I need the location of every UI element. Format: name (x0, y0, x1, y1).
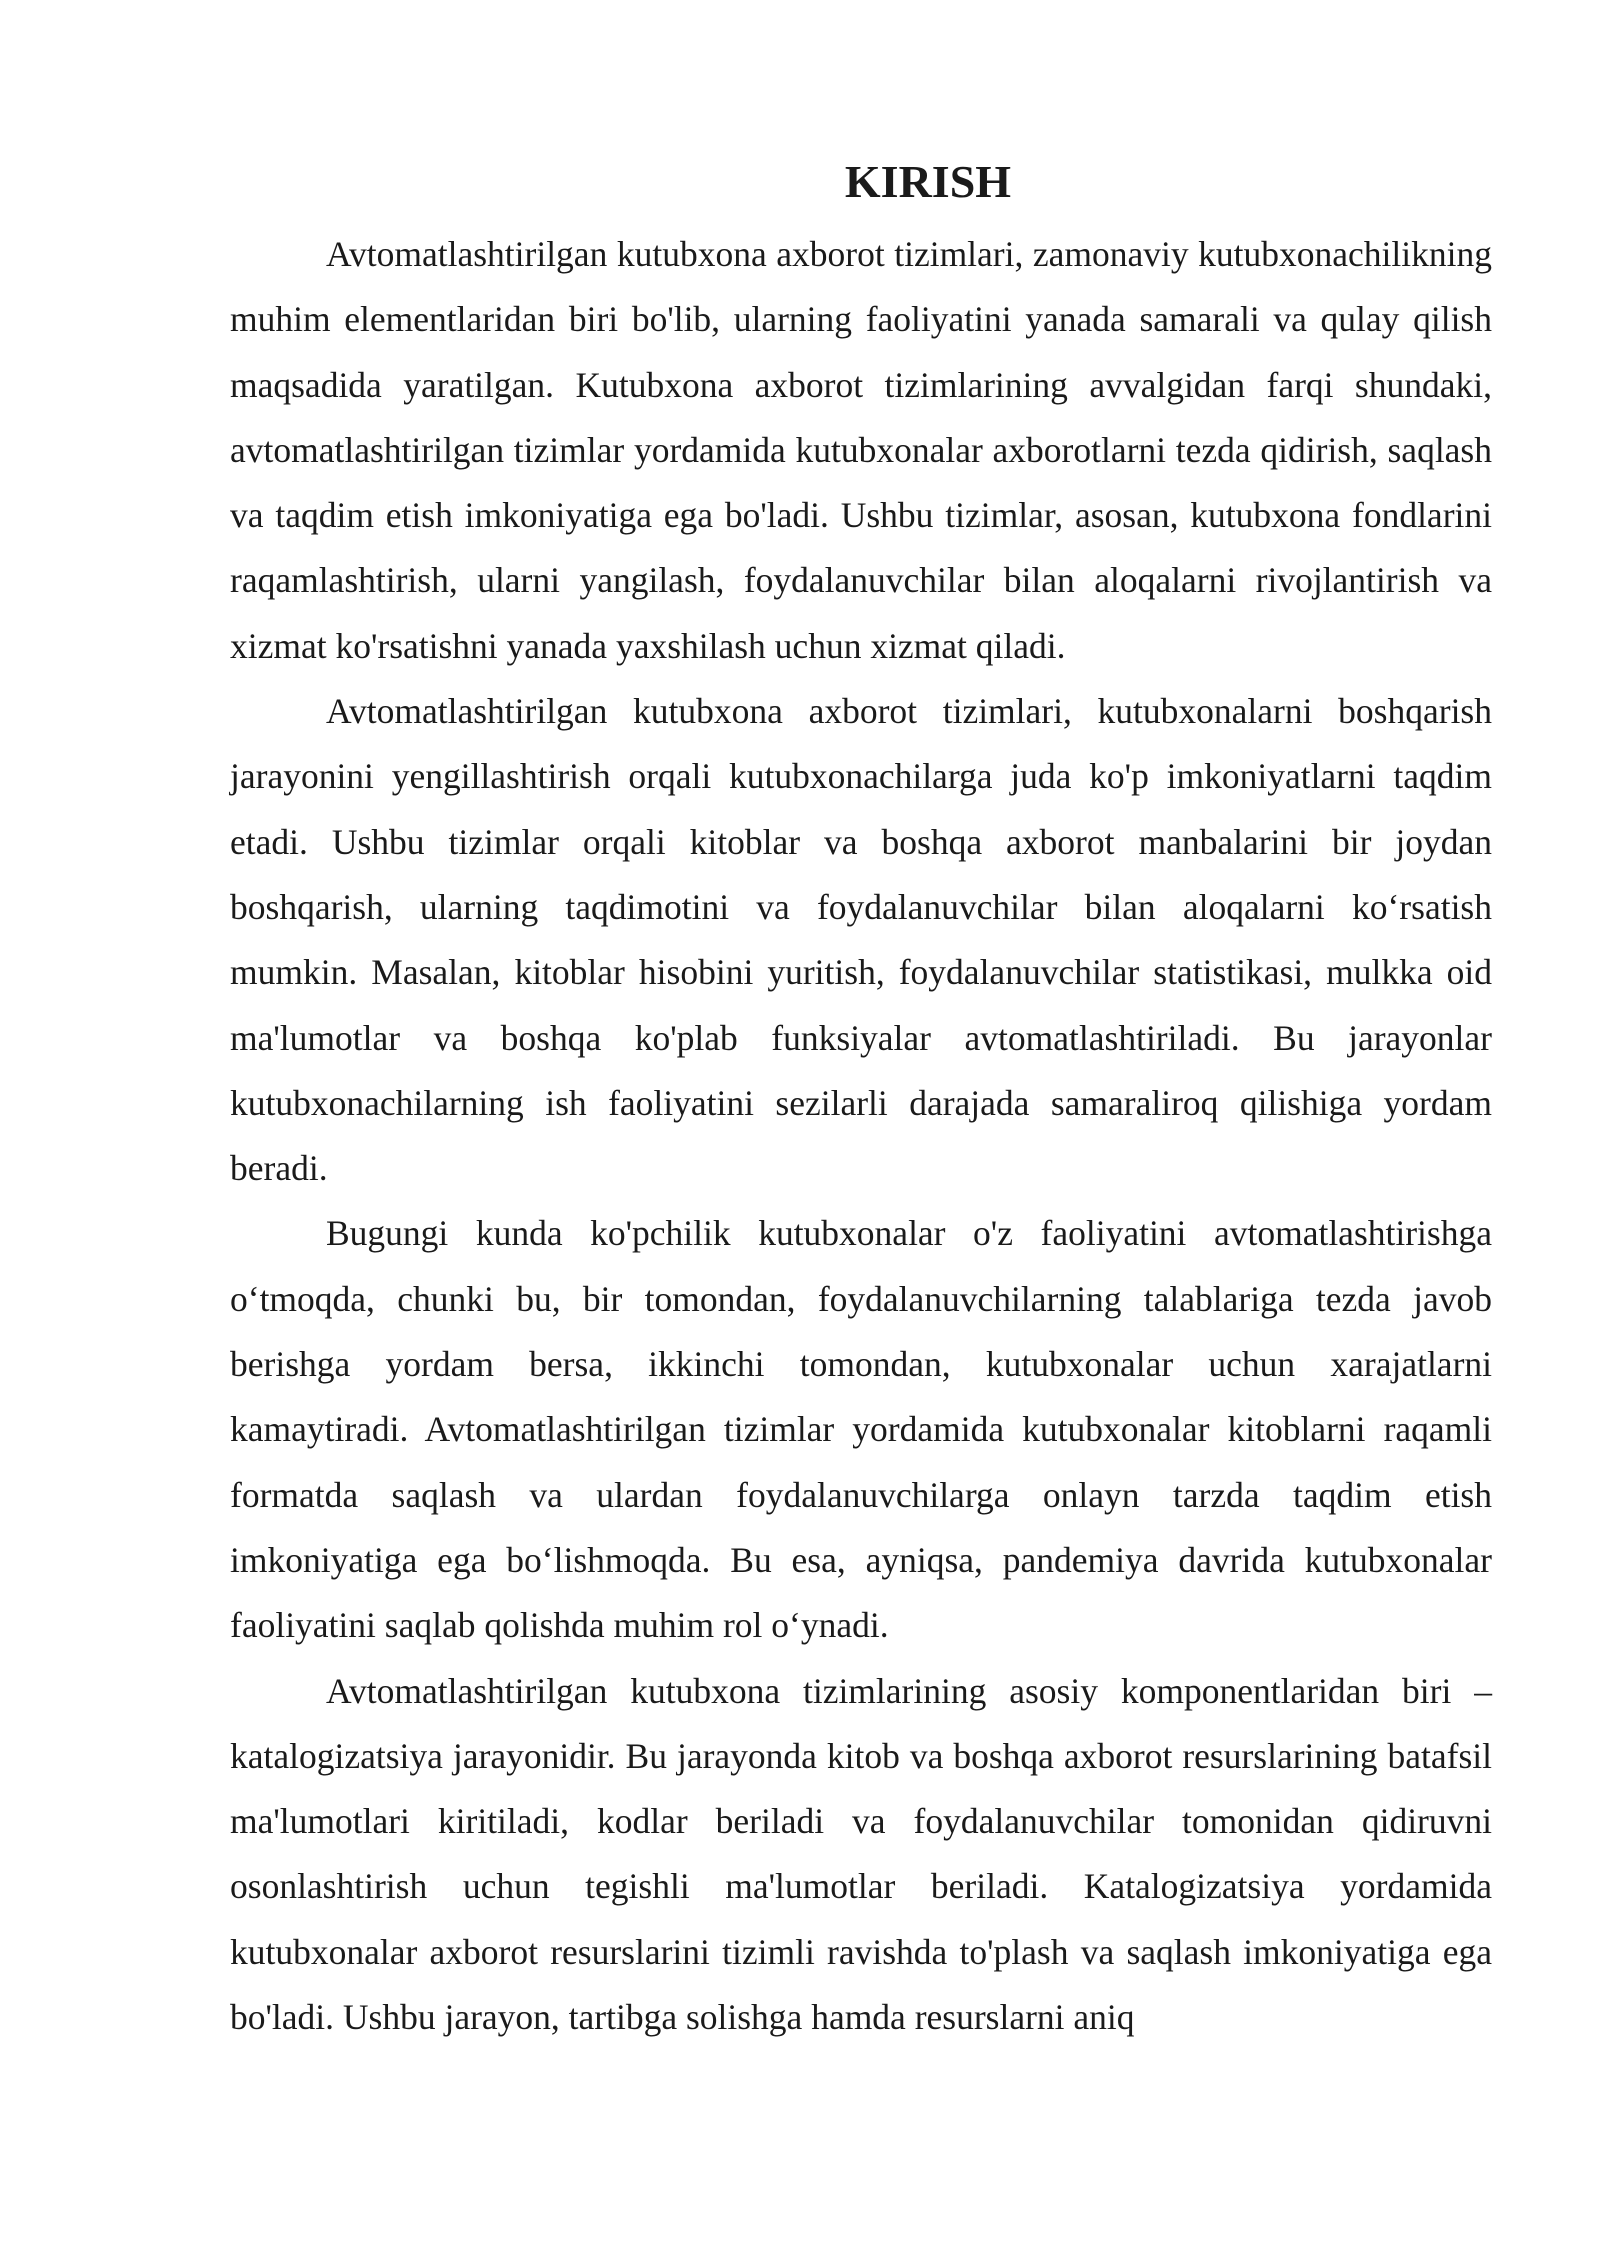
paragraph-1: Avtomatlashtirilgan kutubxona axborot tizimlari, zamonaviy kutubxonachilikning muhim elementlaridan biri bo'lib, ularning faoliyatini yanada samarali va qulay qilish maqsadida yaratilgan. Kutubxona axborot tizimlarining avvalgidan farqi shundaki, avtomatlashtirilgan tizimlar yordamida kutubxonalar axborotlarni tezda qidirish, saqlash va taqdim etish imkoniyatiga ega bo'ladi. Ushbu tizimlar, asosan, kutubxona fondlarini raqamlashtirish, ularni yangilash, foydalanuvchilar bilan aloqalarni rivojlantirish va xizmat ko'rsatishni yanada yaxshilash uchun xizmat qiladi. (230, 234, 1492, 666)
paragraph-3: Bugungi kunda ko'pchilik kutubxonalar o'z faoliyatini avtomatlashtirishga o‘tmoqda, chunki bu, bir tomondan, foydalanuvchilarning talablariga tezda javob berishga yordam bersa, ikkinchi tomondan, kutubxonalar uchun xarajatlarni kamaytiradi. Avtomatlashtirilgan tizimlar yordamida kutubxonalar kitoblarni raqamli formatda saqlash va ulardan foydalanuvchilarga onlayn tarzda taqdim etish imkoniyatiga ega bo‘lishmoqda. Bu esa, ayniqsa, pandemiya davrida kutubxonalar faoliyatini saqlab qolishda muhim rol o‘ynadi. (230, 1213, 1492, 1646)
paragraph-2: Avtomatlashtirilgan kutubxona axborot tizimlari, kutubxonalarni boshqarish jarayonini yengillashtirish orqali kutubxonachilarga juda ko'p imkoniyatlarni taqdim etadi. Ushbu tizimlar orqali kitoblar va boshqa axborot manbalarini bir joydan boshqarish, ularning taqdimotini va foydalanuvchilar bilan aloqalarni ko‘rsatish mumkin. Masalan, kitoblar hisobini yuritish, foydalanuvchilar statistikasi, mulkka oid ma'lumotlar va boshqa ko'plab funksiyalar avtomatlashtiriladi. Bu jarayonlar kutubxonachilarning ish faoliyatini sezilarli darajada samaraliroq qilishiga yordam beradi. (230, 691, 1492, 1189)
page-title: KIRISH (844, 156, 1012, 207)
page-content (230, 148, 1492, 2050)
paragraph-4: Avtomatlashtirilgan kutubxona tizimlarining asosiy komponentlaridan biri – katalogizatsiya jarayonidir. Bu jarayonda kitob va boshqa axborot resurslarining batafsil ma'lumotlari kiritiladi, kodlar beriladi va foydalanuvchilar tomonidan qidiruvni osonlashtirish uchun tegishli ma'lumotlar beriladi. Katalogizatsiya yordamida kutubxonalar axborot resurslarini tizimli ravishda to'plash va saqlash imkoniyatiga ega bo'ladi. Ushbu jarayon, tartibga solishga hamda resurslarni aniq (230, 1670, 1492, 2038)
